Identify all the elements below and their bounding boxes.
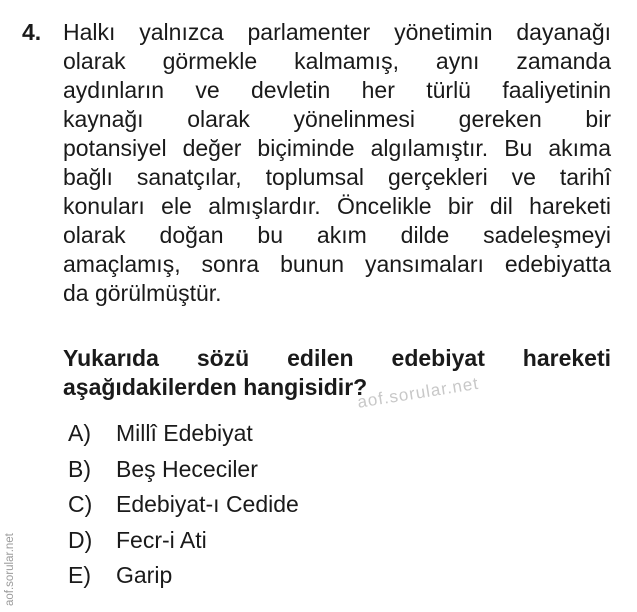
question-stem	[63, 344, 611, 402]
question-body	[63, 18, 611, 402]
option-text: Beş Hececiler	[116, 455, 258, 482]
passage-line: kaynağı olarak yönelinmesi gereken bir	[63, 106, 611, 132]
option-letter: E)	[68, 562, 91, 588]
watermark-vertical: aof.sorular.net	[4, 533, 16, 606]
option-letter: C)	[68, 491, 93, 517]
option-letter: D)	[68, 526, 93, 553]
passage-line: bağlı sanatçılar, toplumsal gerçekleri ve tarihî	[63, 164, 611, 190]
option-b[interactable]	[68, 455, 299, 491]
stem-line: Yukarıda sözü edilen edebiyat hareketi	[63, 345, 611, 371]
question-number: 4.	[22, 19, 42, 45]
stem-line: aşağıdakilerden hangisidir?	[63, 374, 368, 400]
option-text: Garip	[116, 562, 173, 588]
answer-options	[68, 419, 299, 597]
option-d[interactable]	[68, 526, 299, 562]
passage-line: potansiyel değer biçiminde algılamıştır. Bu akıma	[63, 135, 611, 161]
passage-line: aydınların ve devletin her türlü faaliyetinin	[63, 77, 611, 103]
passage-line: konuları ele almışlardır. Öncelikle bir dil hareketi	[63, 193, 611, 219]
passage-line: Halkı yalnızca parlamenter yönetimin dayanağı	[63, 19, 611, 45]
watermark-diagonal: aof.sorular.net	[356, 373, 481, 412]
option-c[interactable]	[68, 490, 299, 526]
option-e[interactable]	[68, 561, 299, 597]
passage-line: amaçlamış, sonra bunun yansımaları edebiyatta	[63, 251, 611, 277]
question-passage	[63, 18, 611, 308]
passage-line: da görülmüştür.	[63, 280, 222, 306]
option-text: Fecr-i Ati	[116, 526, 207, 553]
passage-line: olarak görmekle kalmamış, aynı zamanda	[63, 48, 611, 74]
option-a[interactable]	[68, 419, 299, 455]
passage-line: olarak doğan bu akım dilde sadeleşmeyi	[63, 222, 611, 248]
option-letter: B)	[68, 455, 91, 482]
option-text: Edebiyat-ı Cedide	[116, 491, 299, 517]
option-letter: A)	[68, 420, 91, 446]
option-text: Millî Edebiyat	[116, 420, 253, 446]
